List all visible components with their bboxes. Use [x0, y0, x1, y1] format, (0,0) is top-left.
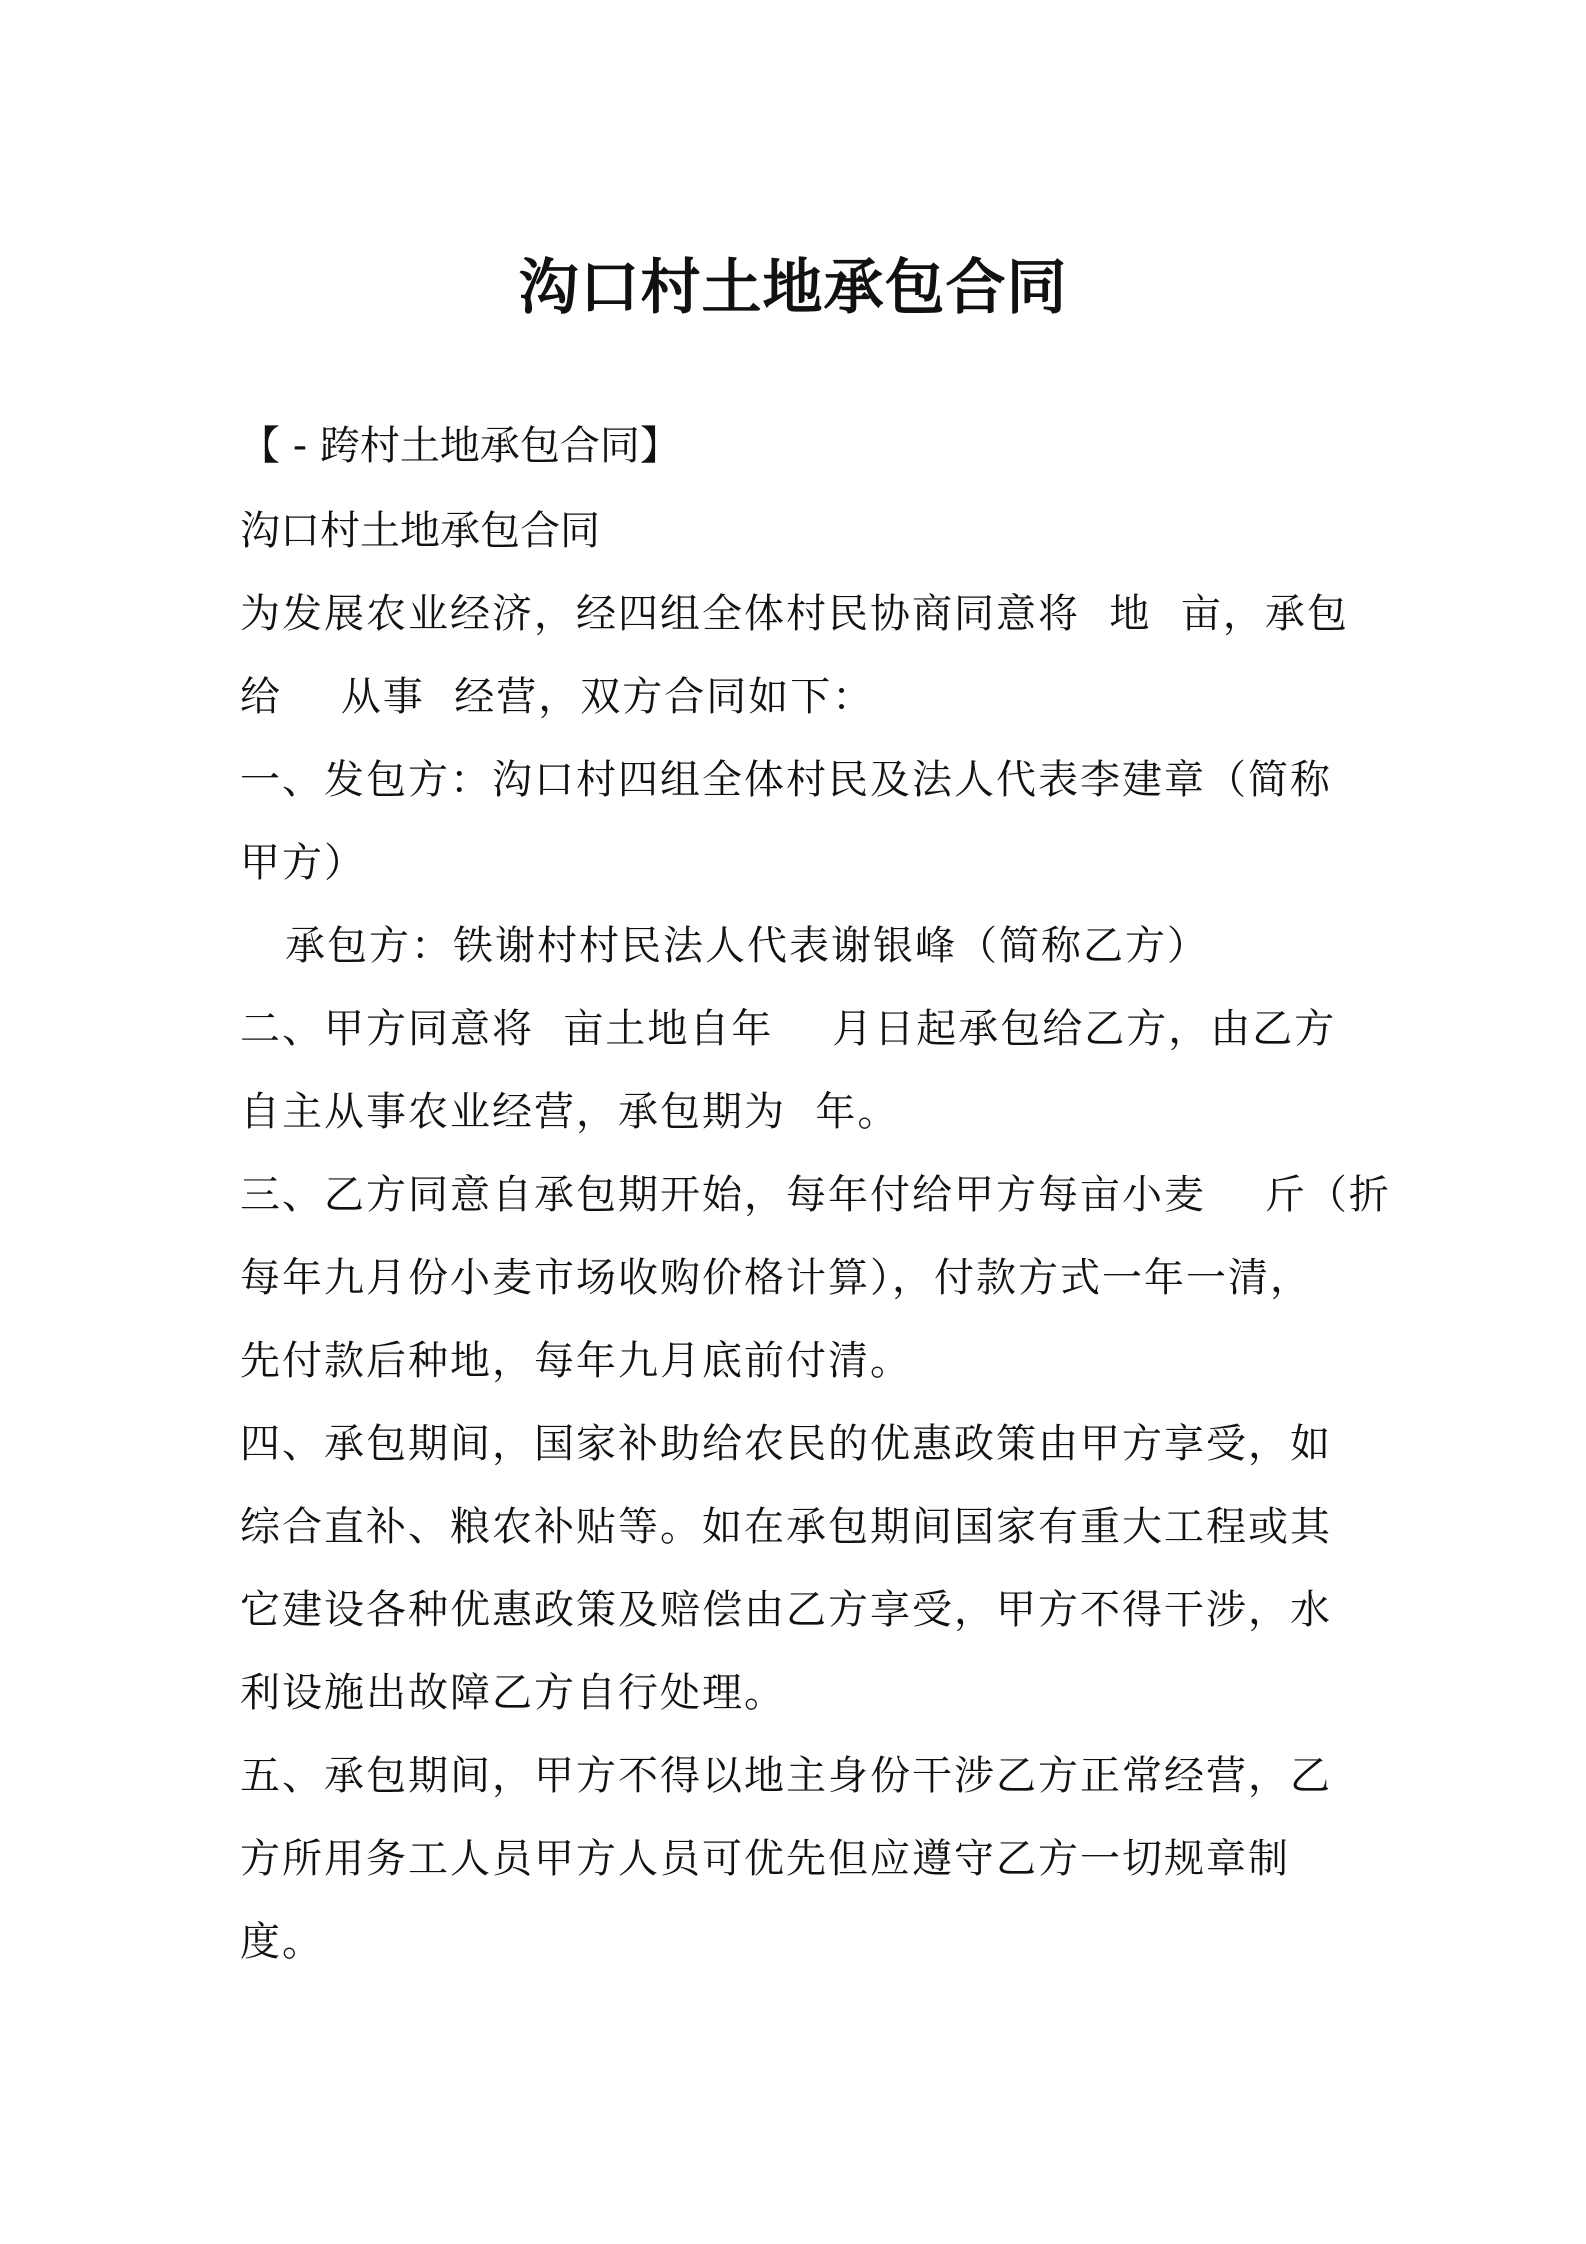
paragraph-line: 给 从事 经营，双方合同如下： — [240, 674, 875, 720]
clause-3-line: 三、乙方同意自承包期开始，每年付给甲方每亩小麦 斤（折 — [240, 1172, 1391, 1218]
contractor-line: 承包方：铁谢村村民法人代表谢银峰（简称乙方） — [285, 923, 1209, 969]
clause-1-line: 一、发包方：沟口村四组全体村民及法人代表李建章（简称 — [240, 757, 1332, 803]
clause-4-line: 四、承包期间，国家补助给农民的优惠政策由甲方享受，如 — [240, 1421, 1332, 1467]
clause-2-line: 二、甲方同意将 亩土地自年 月日起承包给乙方，由乙方 — [240, 1006, 1337, 1052]
clause-5-line: 五、承包期间，甲方不得以地主身份干涉乙方正常经营，乙 — [240, 1753, 1332, 1799]
clause-3-line: 先付款后种地，每年九月底前付清。 — [240, 1338, 912, 1384]
subtitle-bracket-line: 【 - 跨村土地承包合同】 — [240, 423, 680, 469]
clause-5-line: 方所用务工人员甲方人员可优先但应遵守乙方一切规章制 — [240, 1836, 1290, 1882]
clause-4-line: 综合直补、粮农补贴等。如在承包期间国家有重大工程或其 — [240, 1504, 1332, 1550]
document-title: 沟口村土地承包合同 — [518, 253, 1068, 323]
clause-4-line: 它建设各种优惠政策及赔偿由乙方享受，甲方不得干涉，水 — [240, 1587, 1332, 1633]
clause-4-line: 利设施出故障乙方自行处理。 — [240, 1670, 786, 1716]
clause-2-line: 自主从事农业经营，承包期为 年。 — [240, 1089, 900, 1135]
paragraph-line: 为发展农业经济，经四组全体村民协商同意将 地 亩，承包 — [240, 591, 1349, 637]
clause-5-line: 度。 — [240, 1919, 324, 1965]
contract-heading-line: 沟口村土地承包合同 — [240, 508, 600, 554]
clause-1-line: 甲方） — [240, 840, 366, 886]
clause-3-line: 每年九月份小麦市场收购价格计算），付款方式一年一清， — [240, 1255, 1312, 1301]
